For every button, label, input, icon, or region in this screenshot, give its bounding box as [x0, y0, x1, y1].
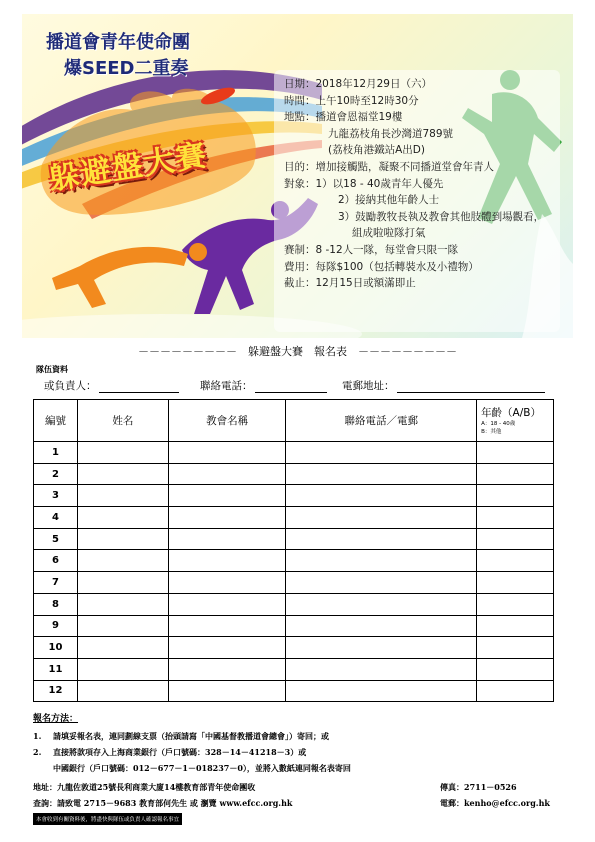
detail-value: (荔枝角港鐵站A出D) [328, 144, 425, 157]
table-header-row [34, 400, 554, 442]
age-cell[interactable] [477, 485, 554, 507]
enquiry-info: 查詢：請致電 2715－9683 教育部何先生 或 瀏覽 www.efcc.org.hk [33, 798, 293, 808]
row-number: 12 [34, 680, 78, 702]
contact-cell[interactable] [286, 442, 477, 464]
church-cell[interactable] [168, 485, 286, 507]
detail-row [284, 259, 544, 276]
name-cell[interactable] [77, 485, 168, 507]
contact-cell[interactable] [286, 485, 477, 507]
detail-value: 2018年12月29日（六） [315, 78, 432, 90]
detail-row [284, 142, 544, 159]
contact-email: 電郵：kenho@efcc.org.hk [440, 798, 550, 808]
detail-row [284, 76, 544, 93]
contact-person-label: 或負責人： [44, 380, 97, 392]
age-cell[interactable] [477, 680, 554, 702]
contact-cell[interactable] [286, 463, 477, 485]
name-cell[interactable] [77, 615, 168, 637]
step-1-text: 請填妥報名表，連同劃線支票（抬頭請寫「中國基督教播道會總會」）寄回；或 [53, 731, 329, 741]
church-cell[interactable] [168, 463, 286, 485]
detail-row [284, 192, 544, 209]
row-number: 6 [34, 550, 78, 572]
table-row [34, 658, 554, 680]
registration-steps [33, 728, 351, 776]
detail-key: 地點： [284, 111, 316, 124]
confirmation-notice: 本會收到有關資料後，將盡快與隊伍或負責人確認報名事宜 [33, 813, 182, 825]
church-cell[interactable] [168, 442, 286, 464]
row-number: 4 [34, 507, 78, 529]
detail-key: 目的： [284, 160, 316, 173]
detail-value: 增加接觸點，凝聚不同播道堂會年青人 [315, 160, 494, 173]
table-row [34, 442, 554, 464]
fax-email-block [440, 779, 550, 811]
row-number: 10 [34, 637, 78, 659]
contact-cell[interactable] [286, 528, 477, 550]
row-number: 8 [34, 593, 78, 615]
contact-cell[interactable] [286, 507, 477, 529]
row-number: 9 [34, 615, 78, 637]
age-cell[interactable] [477, 442, 554, 464]
table-row [34, 615, 554, 637]
age-note-a: A：18 - 40歲 [481, 421, 516, 427]
age-cell[interactable] [477, 507, 554, 529]
email-input[interactable] [397, 381, 545, 393]
church-cell[interactable] [168, 593, 286, 615]
fax-number: 傳真：2711－0526 [440, 782, 517, 792]
name-cell[interactable] [77, 507, 168, 529]
church-cell[interactable] [168, 507, 286, 529]
mailing-address: 地址：九龍佐敦道25號長利商業大廈14樓教育部青年使命團收 [33, 782, 256, 792]
name-cell[interactable] [77, 550, 168, 572]
email-label: 電郵地址： [342, 380, 395, 392]
table-row [34, 507, 554, 529]
name-cell[interactable] [77, 463, 168, 485]
table-row [34, 463, 554, 485]
detail-value: 1）以18 - 40歲青年人優先 [315, 177, 444, 190]
church-cell[interactable] [168, 680, 286, 702]
church-cell[interactable] [168, 572, 286, 594]
detail-key: 賽制： [284, 243, 316, 256]
contact-cell[interactable] [286, 637, 477, 659]
detail-value: 上午10時至12時30分 [315, 94, 419, 107]
phone-input[interactable] [255, 381, 327, 393]
name-cell[interactable] [77, 680, 168, 702]
detail-row [284, 209, 544, 226]
detail-key: 時間： [284, 94, 316, 107]
registration-method-title: 報名方法： [33, 714, 79, 724]
age-cell[interactable] [477, 528, 554, 550]
age-cell[interactable] [477, 572, 554, 594]
contact-cell[interactable] [286, 658, 477, 680]
row-number: 11 [34, 658, 78, 680]
contact-cell[interactable] [286, 593, 477, 615]
contact-cell[interactable] [286, 615, 477, 637]
step-2-text: 直接將款項存入上海商業銀行（戶口號碼：328－14－41218－3）或 [53, 747, 307, 757]
detail-row [284, 93, 544, 110]
age-cell[interactable] [477, 637, 554, 659]
team-info-label: 隊伍資料 [36, 365, 68, 374]
table-row [34, 572, 554, 594]
registration-table [33, 399, 554, 702]
table-row [34, 593, 554, 615]
table-row [34, 637, 554, 659]
age-cell[interactable] [477, 593, 554, 615]
organizer-title [46, 30, 190, 82]
event-title: 躲避盤大賽 [46, 137, 211, 198]
detail-value: 12月15日或額滿即止 [315, 277, 416, 290]
contact-cell[interactable] [286, 572, 477, 594]
row-number: 5 [34, 528, 78, 550]
name-cell[interactable] [77, 572, 168, 594]
detail-row [284, 109, 544, 126]
age-cell[interactable] [477, 658, 554, 680]
row-number: 1 [34, 442, 78, 464]
row-number: 3 [34, 485, 78, 507]
detail-key: 費用： [284, 260, 316, 273]
age-cell[interactable] [477, 550, 554, 572]
row-number: 2 [34, 463, 78, 485]
detail-row [284, 225, 544, 242]
table-row [34, 485, 554, 507]
phone-field [200, 378, 327, 393]
header-contact: 聯絡電話／電郵 [286, 400, 477, 442]
age-cell[interactable] [477, 463, 554, 485]
email-field [342, 378, 545, 393]
detail-key: 對象： [284, 177, 316, 190]
header-church: 教會名稱 [168, 400, 286, 442]
name-cell[interactable] [77, 658, 168, 680]
row-number: 7 [34, 572, 78, 594]
step-2-continued: 中國銀行（戶口號碼：012－677－1－018237－0），並將入數紙連同報名表寄回 [53, 763, 351, 773]
church-cell[interactable] [168, 528, 286, 550]
contact-cell[interactable] [286, 550, 477, 572]
table-row [34, 680, 554, 702]
age-note-b: B：其他 [481, 429, 502, 435]
church-cell[interactable] [168, 637, 286, 659]
step-1-number: 1. [33, 731, 42, 741]
contact-person-field [44, 378, 179, 393]
header-number: 編號 [34, 400, 78, 442]
name-cell[interactable] [77, 637, 168, 659]
organizer-line-1: 播道會青年使命團 [46, 32, 190, 53]
header-name: 姓名 [77, 400, 168, 442]
event-details [284, 76, 544, 292]
contact-cell[interactable] [286, 680, 477, 702]
detail-row [284, 159, 544, 176]
name-cell[interactable] [77, 528, 168, 550]
detail-value: 組成啦啦隊打氣 [352, 227, 426, 240]
form-title: －－－－－－－－－ 躲避盤大賽 報名表 －－－－－－－－－ [138, 345, 457, 358]
table-row [34, 550, 554, 572]
phone-label: 聯絡電話： [200, 380, 253, 392]
detail-key: 日期： [284, 78, 316, 90]
church-cell[interactable] [168, 615, 286, 637]
age-header-label: 年齡（A/B） [481, 407, 541, 419]
detail-value: 3）鼓勵教牧長執及教會其他肢體到場觀看， [338, 210, 545, 223]
contact-person-input[interactable] [99, 381, 179, 393]
name-cell[interactable] [77, 442, 168, 464]
header-age [477, 400, 554, 442]
church-cell[interactable] [168, 550, 286, 572]
name-cell[interactable] [77, 593, 168, 615]
detail-value: 每隊$100（包括轉裝水及小禮物） [315, 260, 479, 273]
church-cell[interactable] [168, 658, 286, 680]
step-2-number: 2. [33, 747, 42, 757]
detail-row [284, 242, 544, 259]
detail-key: 截止： [284, 277, 316, 290]
detail-value: 2）接納其他年齡人士 [338, 194, 440, 207]
address-block [33, 779, 292, 811]
table-row [34, 528, 554, 550]
detail-value: 播道會恩福堂19樓 [315, 111, 403, 124]
detail-value: 8 -12人一隊，每堂會只限一隊 [315, 243, 459, 256]
event-poster [22, 14, 573, 338]
detail-row [284, 126, 544, 143]
organizer-line-2: 爆SEED二重奏 [64, 58, 189, 79]
age-cell[interactable] [477, 615, 554, 637]
detail-row [284, 176, 544, 193]
detail-row [284, 275, 544, 292]
detail-value: 九龍荔枝角長沙灣道789號 [328, 127, 454, 140]
